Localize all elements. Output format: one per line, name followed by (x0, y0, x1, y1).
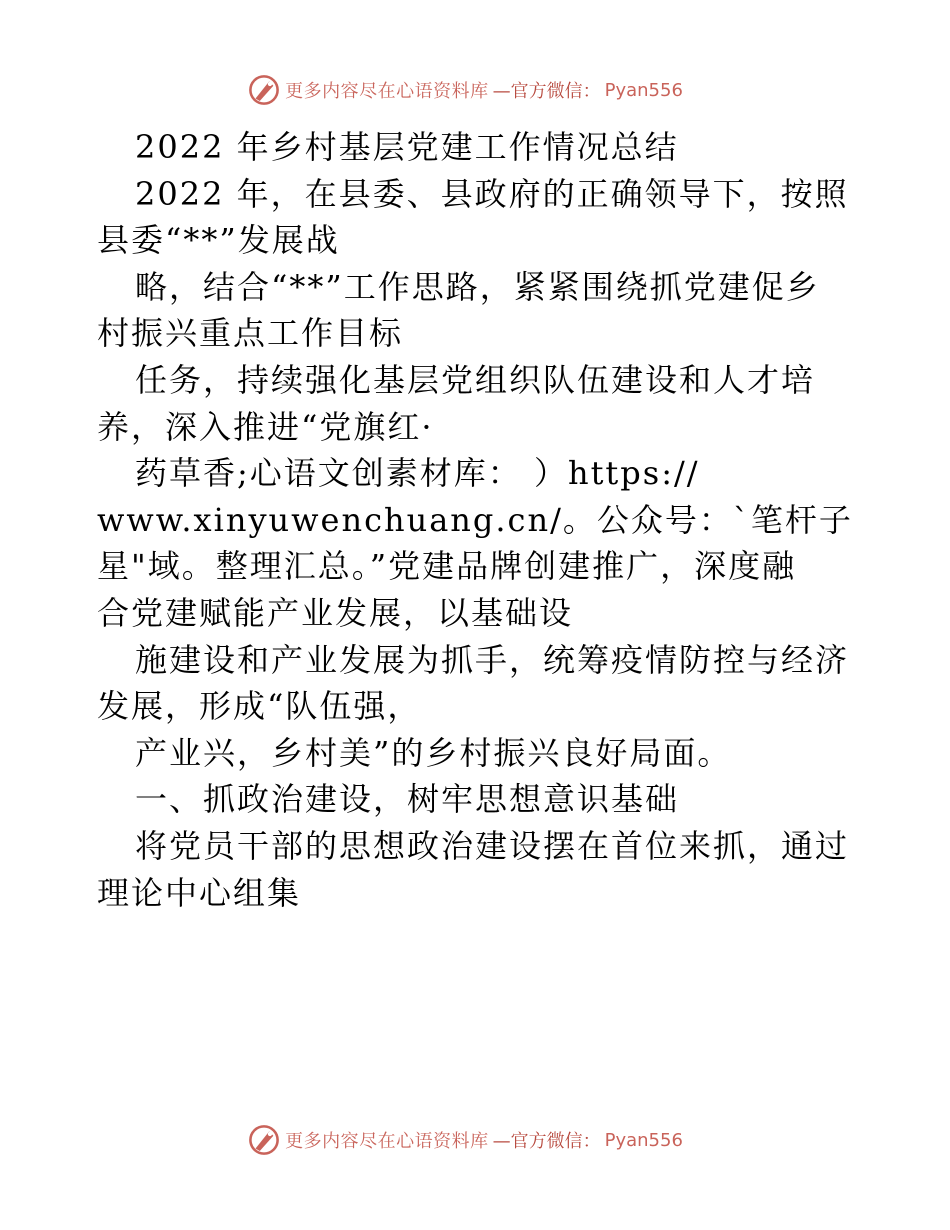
header-watermark (0, 70, 950, 110)
paragraph-line: 药草香;心语文创素材库： ）https:// (135, 454, 700, 493)
document-body (97, 124, 857, 916)
section-heading: 一、抓政治建设，树牢思想意识基础 (135, 780, 680, 819)
paragraph-line: 养，深入推进“党旗红· (97, 407, 434, 446)
watermark-text: 更多内容尽在心语资料库 (285, 81, 489, 102)
watermark-account: Pyan556 (604, 1129, 683, 1151)
paragraph-line: 2022 年，在县委、县政府的正确领导下，按照 (135, 174, 849, 213)
footer-watermark (0, 1120, 950, 1160)
paragraph-line: 星"域。整理汇总。”党建品牌创建推广，深度融 (97, 547, 797, 586)
pen-nib-seal-icon (247, 73, 281, 107)
paragraph-line: 村振兴重点工作目标 (97, 314, 404, 353)
paragraph-line: www.xinyuwenchuang.cn/。公众号：`笔杆子 (97, 500, 853, 539)
paragraph-line: 任务，持续强化基层党组织队伍建设和人才培 (135, 360, 816, 399)
pen-nib-seal-icon (247, 1123, 281, 1157)
paragraph-line: 产业兴，乡村美”的乡村振兴良好局面。 (135, 733, 732, 772)
watermark-separator: —官方微信： (492, 81, 601, 102)
paragraph-line: 将党员干部的思想政治建设摆在首位来抓，通过 (135, 826, 850, 865)
document-title: 2022 年乡村基层党建工作情况总结 (135, 128, 679, 166)
paragraph-line: 理论中心组集 (97, 873, 302, 912)
watermark-separator: —官方微信： (492, 1131, 601, 1152)
paragraph-line: 合党建赋能产业发展，以基础设 (97, 593, 574, 632)
watermark-group (247, 73, 683, 107)
watermark-text: 更多内容尽在心语资料库 (285, 1131, 489, 1152)
paragraph-line: 略，结合“**”工作思路，紧紧围绕抓党建促乡 (135, 267, 820, 306)
watermark-account: Pyan556 (604, 79, 683, 101)
paragraph-line: 发展，形成“队伍强， (97, 687, 422, 726)
paragraph-line: 施建设和产业发展为抓手，统筹疫情防控与经济 (135, 640, 850, 679)
watermark-group (247, 1123, 683, 1157)
paragraph-line: 县委“**”发展战 (97, 221, 340, 260)
